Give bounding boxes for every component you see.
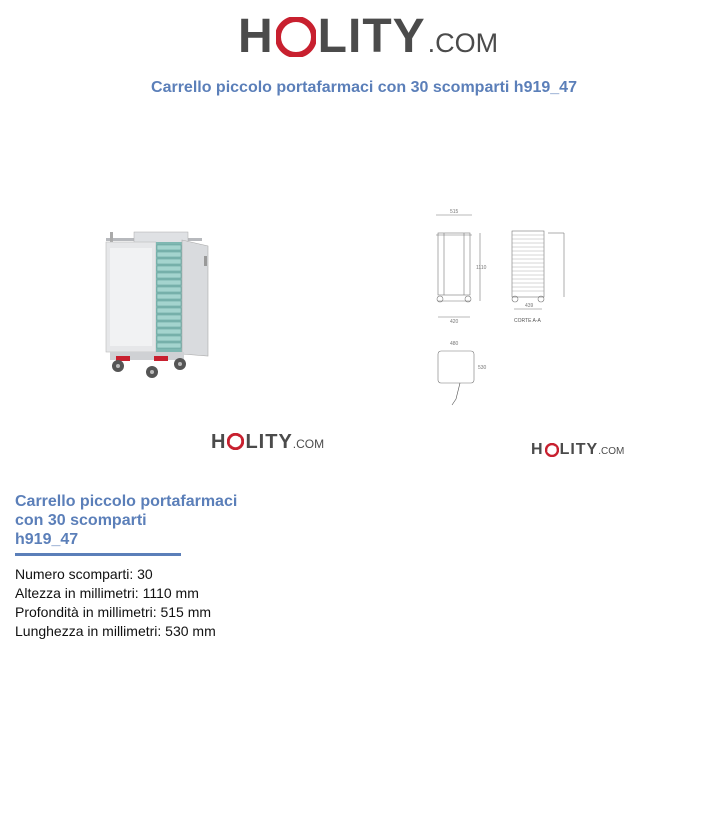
logo-suffix: .COM <box>292 437 325 451</box>
logo-o-mark-icon <box>545 443 559 457</box>
dim-plan-depth-label: 530 <box>478 365 487 371</box>
logo-suffix: .COM <box>427 28 499 58</box>
spec-item-compartments: Numero scomparti: 30 <box>15 566 153 582</box>
dim-depth-label: 420 <box>450 319 459 325</box>
logo-letters-lity: LITY <box>559 441 599 458</box>
product-photo-logo <box>211 432 324 452</box>
logo-o-mark-icon <box>276 17 316 57</box>
title-divider <box>15 553 181 556</box>
product-title <box>15 492 255 549</box>
logo-suffix: .COM <box>598 446 625 457</box>
logo-letters-lity: LITY <box>317 10 426 63</box>
section-label: CORTE A-A <box>514 318 541 324</box>
site-logo[interactable] <box>238 10 499 63</box>
logo-letter-h: H <box>211 431 227 453</box>
product-title-line: con 30 scomparti <box>15 512 147 529</box>
logo-letters-lity: LITY <box>245 431 293 453</box>
dim-height-label: 1110 <box>476 265 487 271</box>
spec-item-length: Lunghezza in millimetri: 530 mm <box>15 623 216 639</box>
product-title-line: h919_47 <box>15 531 79 548</box>
spec-item-height: Altezza in millimetri: 1110 mm <box>15 585 199 601</box>
logo-o-mark-icon <box>227 433 244 450</box>
technical-drawing <box>430 205 580 410</box>
logo-letter-h: H <box>238 10 274 63</box>
spec-list <box>15 565 216 641</box>
product-title-line: Carrello piccolo portafarmaci <box>15 493 238 510</box>
dim-width-label: 515 <box>450 209 459 215</box>
logo-letter-h: H <box>531 441 544 458</box>
page-title: Carrello piccolo portafarmaci con 30 scomparti h919_47 <box>151 79 577 96</box>
dim-plan-width-label: 480 <box>450 341 459 347</box>
spec-item-depth: Profondità in millimetri: 515 mm <box>15 604 212 620</box>
dim-side-label: 439 <box>525 303 534 309</box>
drawing-logo <box>531 442 624 458</box>
product-photo <box>96 226 220 382</box>
